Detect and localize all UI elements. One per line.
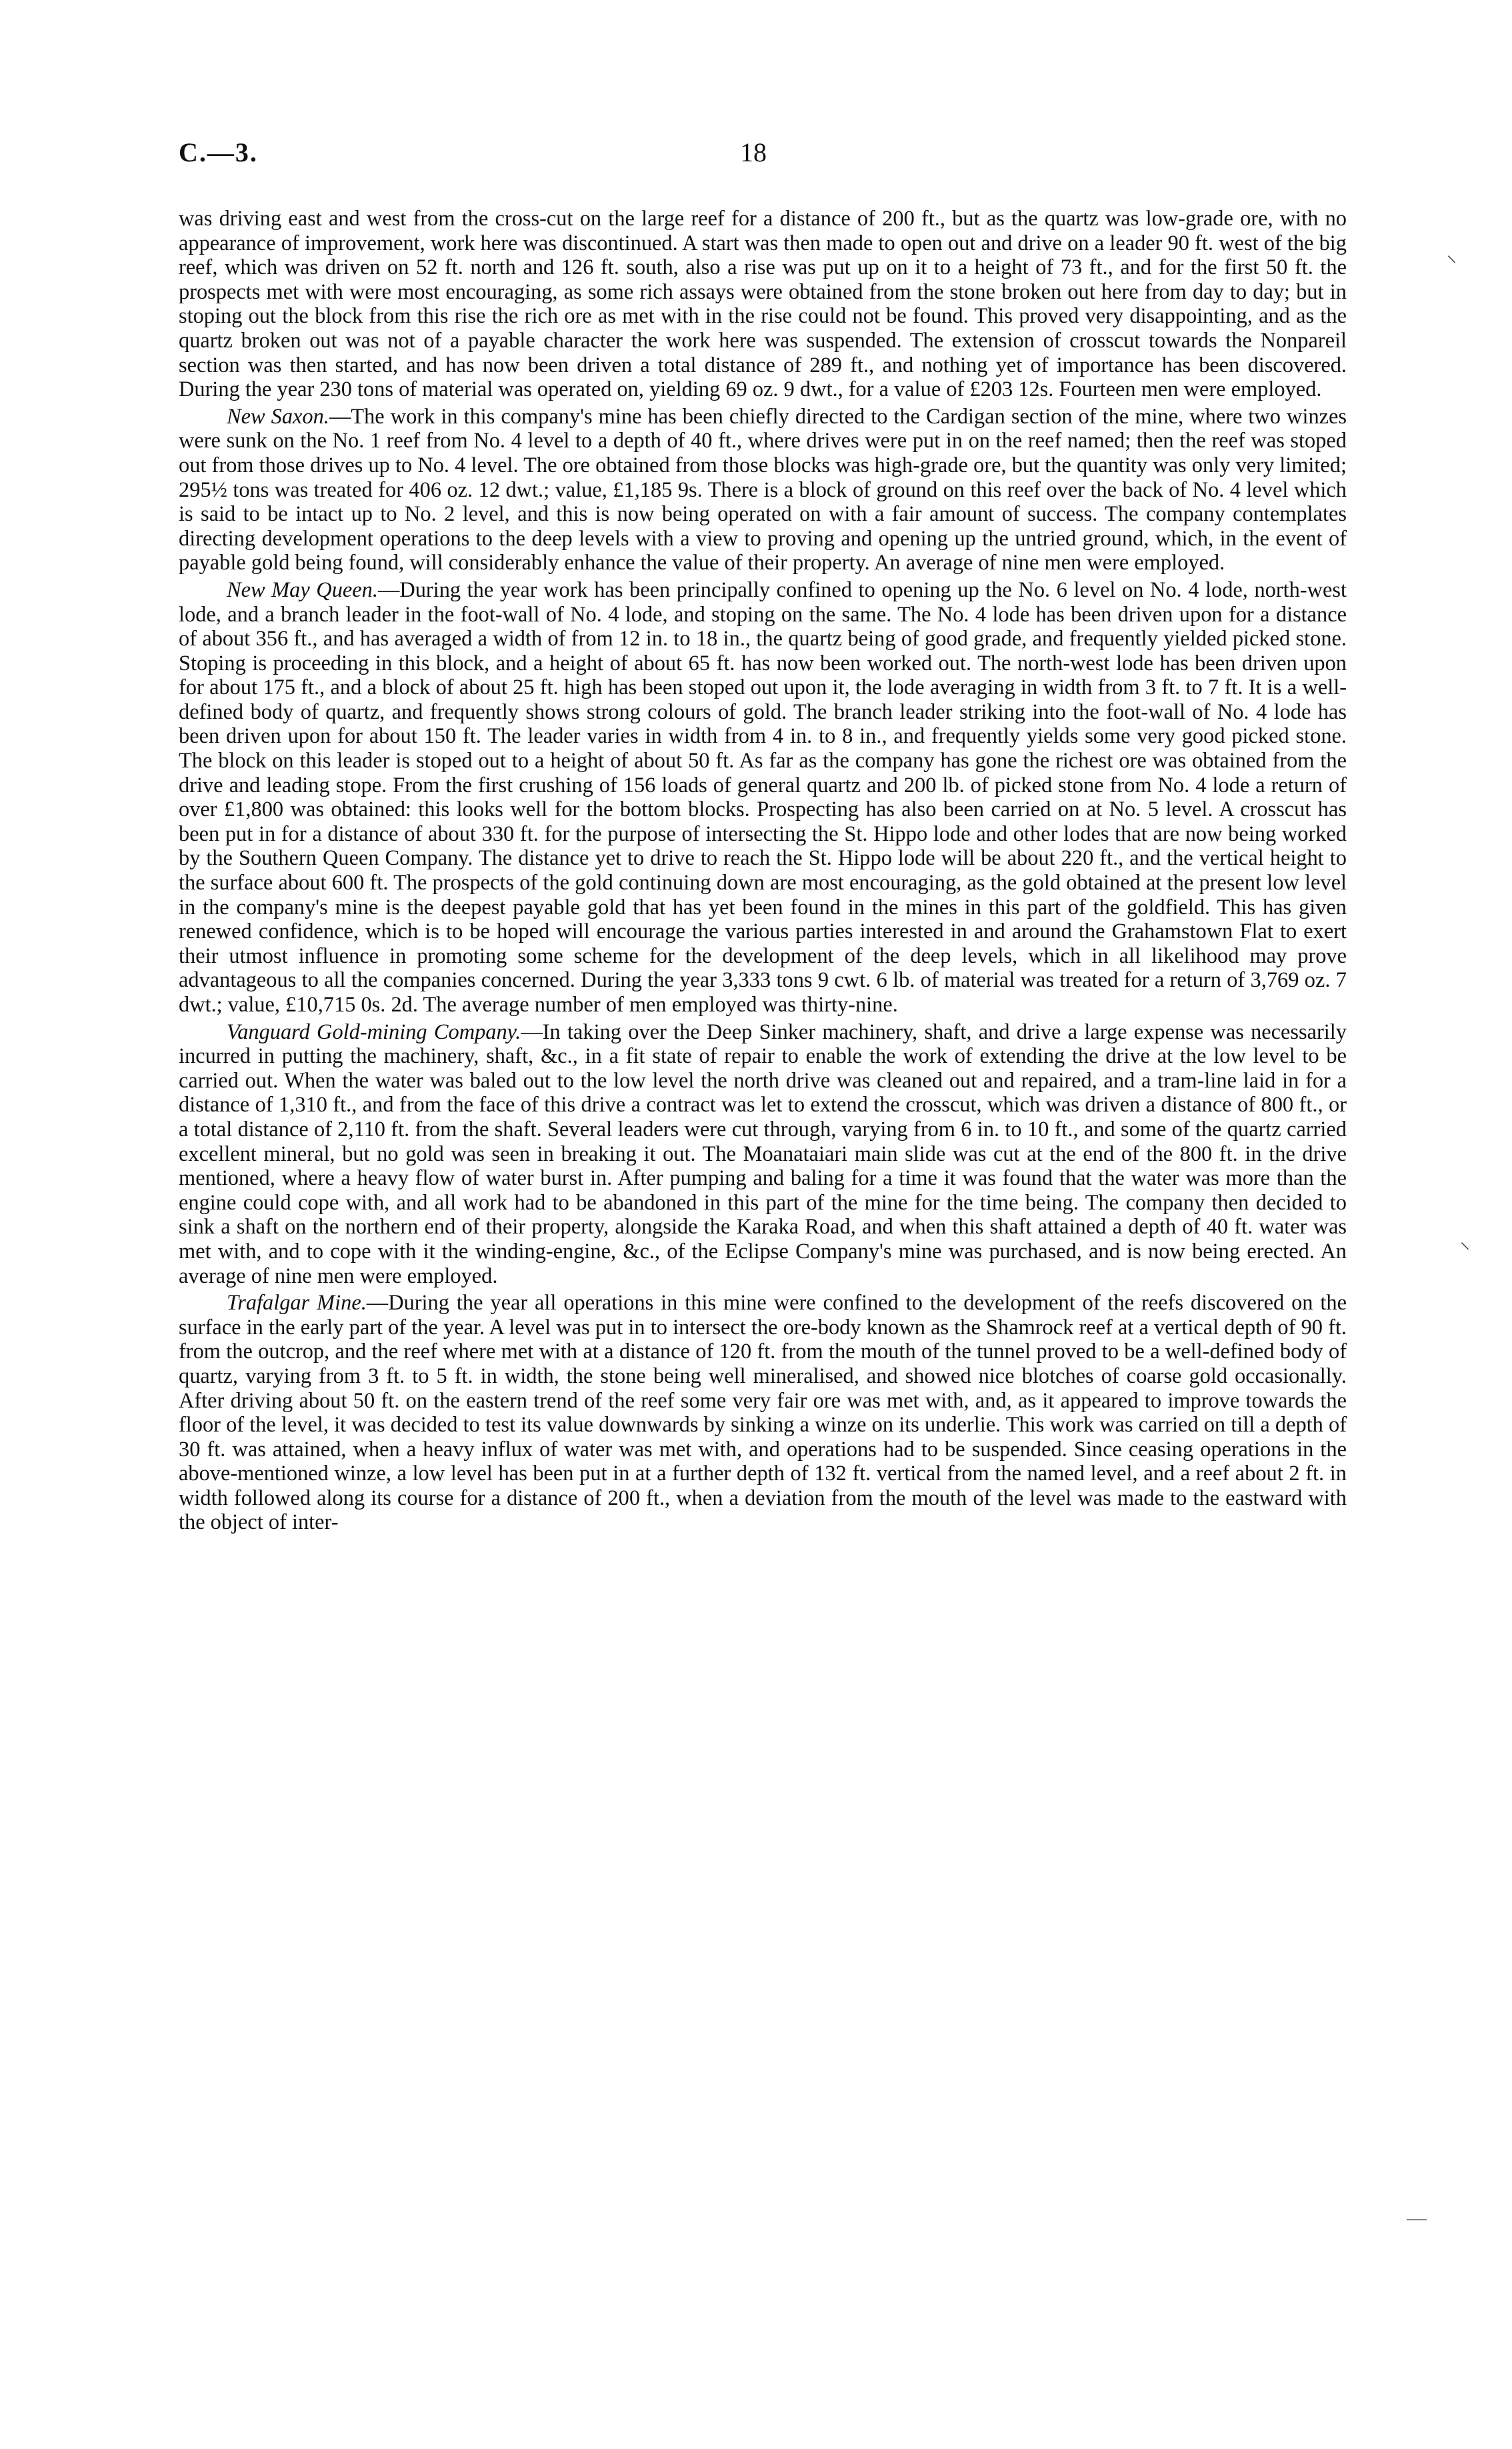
paragraph-continuation: [179, 207, 1347, 402]
margin-mark: ⸜: [1460, 1231, 1470, 1253]
document-code: C.—3.: [179, 137, 258, 167]
section-heading-new-saxon: New Saxon.: [227, 404, 329, 429]
paragraph-vanguard: [179, 1020, 1347, 1289]
page-header: [179, 137, 1352, 177]
section-heading-new-may-queen: New May Queen.: [227, 577, 378, 602]
paragraph-text: —During the year work has been principally confined to opening up the No. 6 level on No. 4 lode, north-west lode, and a branch leader in the foot-wall of No. 4 lode, and stoping on the same. The No. 4 lode has been driven upon for a distance of about 356 ft., and has averaged a width of from 12 in. to 18 in., the quartz being of good grade, and frequently yielded picked stone. Stoping is proceeding in this block, and a height of about 65 ft. has now been worked out. The north-west lode has been driven upon for about 175 ft., and a block of about 25 ft. high has been stoped out upon it, the lode averaging in width from 3 ft. to 7 ft. It is a well-defined body of quartz, and frequently shows strong colours of gold. The branch leader striking into the foot-wall of No. 4 lode has been driven upon for about 150 ft. The leader varies in width from 4 in. to 8 in., and frequently yields some very good picked stone. The block on this leader is stoped out to a height of about 50 ft. As far as the company has gone the richest ore was obtained from the drive and leading stope. From the first crushing of 156 loads of general quartz and 200 lb. of picked stone from No. 4 lode a return of over £1,800 was obtained: this looks well for the bottom blocks. Prospecting has also been carried on at No. 5 level. A crosscut has been put in for a distance of about 330 ft. for the purpose of intersecting the St. Hippo lode and other lodes that are now being worked by the Southern Queen Company. The distance yet to drive to reach the St. Hippo lode will be about 220 ft., and the vertical height to the surface about 600 ft. The prospects of the gold continuing down are most encouraging, as the gold obtained at the present low level in the company's mine is the deepest payable gold that has yet been found in the mines in this part of the goldfield. This has given renewed confidence, which is to be hoped will encourage the various parties interested in and around the Grahamstown Flat to exert their utmost influence in promoting some scheme for the development of the deep levels, which in all likelihood may prove advantageous to all the companies concerned. During the year 3,333 tons 9 cwt. 6 lb. of material was treated for a return of 3,769 oz. 7 dwt.; value, £10,715 0s. 2d. The average number of men employed was thirty-nine.: [179, 577, 1347, 1017]
paragraph-text: —In taking over the Deep Sinker machinery, shaft, and drive a large expense was necessarily incurred in putting the machinery, shaft, &c., in a fit state of repair to enable the work of extending the drive at the low level to be carried out. When the water was baled out to the low level the north drive was cleaned out and repaired, and a tram-line laid in for a distance of 1,310 ft., and from the face of this drive a contract was let to extend the crosscut, which was driven a distance of 800 ft., or a total distance of 2,110 ft. from the shaft. Several leaders were cut through, varying from 6 in. to 10 ft., and some of the quartz carried excellent mineral, but no gold was seen in breaking it out. The Moanataiari main slide was cut at the end of the 800 ft. in the drive mentioned, where a heavy flow of water burst in. After pumping and baling for a time it was found that the water was more than the engine could cope with, and all work had to be abandoned in this part of the mine for the time being. The company then decided to sink a shaft on the northern end of their property, alongside the Karaka Road, and when this shaft attained a depth of 40 ft. water was met with, and to cope with it the winding-engine, &c., of the Eclipse Company's mine was purchased, and is now being erected. An average of nine men were employed.: [179, 1019, 1347, 1288]
report-body: [179, 207, 1347, 1535]
margin-mark: ⸜: [1447, 244, 1457, 266]
paragraph-text: —During the year all operations in this mine were confined to the development of the reefs discovered on the surface in the early part of the year. A level was put in to intersect the ore-body known as the Shamrock reef at a vertical depth of 90 ft. from the outcrop, and the reef where met with at a distance of 120 ft. from the mouth of the tunnel proved to be a well-defined body of quartz, varying from 3 ft. to 5 ft. in width, the stone being well mineralised, and showed nice blotches of coarse gold occasionally. After driving about 50 ft. on the eastern trend of the reef some very fair ore was met with, and, as it appeared to improve towards the floor of the level, it was decided to test its value downwards by sinking a winze on its underlie. This work was carried on till a depth of 30 ft. was attained, when a heavy influx of water was met with, and operations had to be suspended. Since ceasing operations in the above-mentioned winze, a low level has been put in at a further depth of 132 ft. vertical from the named level, and a reef about 2 ft. in width followed along its course for a distance of 200 ft., when a deviation from the mouth of the level was made to the eastward with the object of inter-: [179, 1291, 1347, 1535]
section-heading-vanguard: Vanguard Gold-mining Company.: [227, 1019, 521, 1044]
margin-mark: —: [1407, 2207, 1427, 2229]
paragraph-text: —The work in this company's mine has been chiefly directed to the Cardigan section of the mine, where two winzes were sunk on the No. 1 reef from No. 4 level to a depth of 40 ft., where drives were put in on the reef named; then the reef was stoped out from those drives up to No. 4 level. The ore obtained from those blocks was high-grade ore, but the quantity was only very limited; 295½ tons was treated for 406 oz. 12 dwt.; value, £1,185 9s. There is a block of ground on this reef over the back of No. 4 level which is said to be intact up to No. 2 level, and this is now being operated on with a fair amount of success. The company contemplates directing development operations to the deep levels with a view to proving and opening up the untried ground, which, in the event of payable gold being found, will considerably enhance the value of their property. An average of nine men were employed.: [179, 404, 1347, 575]
paragraph-new-saxon: [179, 405, 1347, 575]
page-number: 18: [740, 137, 767, 167]
paragraph-text: was driving east and west from the cross-cut on the large reef for a distance of 200 ft., but as the quartz was low-grade ore, with no appearance of improvement, work here was discontinued. A start was then made to open out and drive on a leader 90 ft. west of the big reef, which was driven on 52 ft. north and 126 ft. south, also a rise was put up on it to a height of 73 ft., and for the first 50 ft. the prospects met with were most encouraging, as some rich assays were obtained from the stone broken out here from day to day; but in stoping out the block from this rise the rich ore as met with in the rise could not be found. This proved very disappointing, and as the quartz broken out was not of a payable character the work here was suspended. The extension of crosscut towards the Nonpareil section was then started, and has now been driven a total distance of 289 ft., and nothing yet of importance has been discovered. During the year 230 tons of material was operated on, yielding 69 oz. 9 dwt., for a value of £203 12s. Fourteen men were employed.: [179, 207, 1347, 402]
paragraph-trafalgar: [179, 1291, 1347, 1535]
paragraph-new-may-queen: [179, 578, 1347, 1017]
section-heading-trafalgar: Trafalgar Mine.: [227, 1291, 367, 1316]
